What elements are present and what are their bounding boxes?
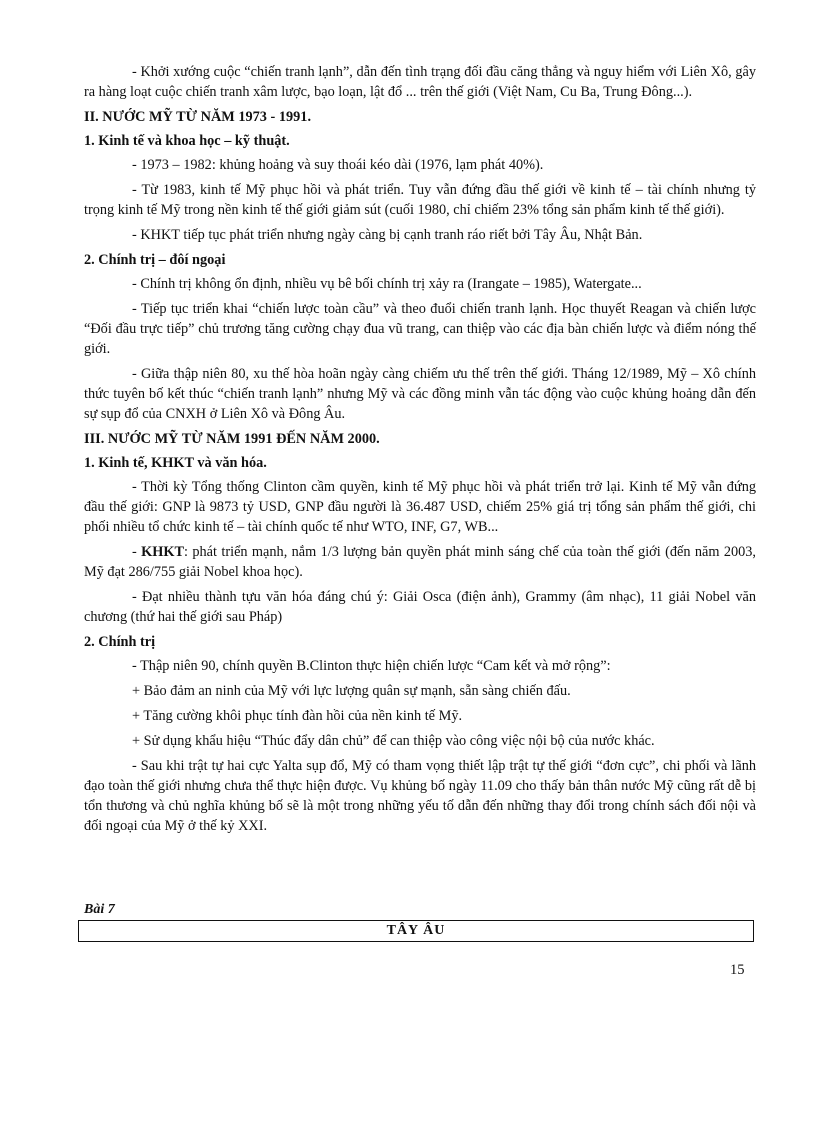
paragraph-clinton-strategy: - Thập niên 90, chính quyền B.Clinton thực hiện chiến lược “Cam kết và mở rộng”: [132,658,611,674]
paragraph-khkt-competition: - KHKT tiếp tục phát triển nhưng ngày càng bị cạnh tranh ráo riết bởi Tây Âu, Nhật Bản. [132,227,643,243]
paragraph-democracy-slogan: + Sử dụng khẩu hiệu “Thúc đẩy dân chủ” để can thiệp vào công việc nội bộ của nước khác. [132,733,655,749]
paragraph-security: + Bảo đảm an ninh của Mỹ với lực lượng quân sự mạnh, sẵn sàng chiến đấu. [132,683,571,699]
paragraph-global-strategy: - Tiếp tục triển khai “chiến lược toàn cầu” và theo đuổi chiến tranh lạnh. Học thuyết Reagan và chiến lược “Đối đầu trực tiếp” chủ trương tăng cường chạy đua vũ trang, can thiệp vào các địa bàn chiến lược và điểm nóng thế giới. [84,301,756,357]
document-body [84,62,756,841]
heading-economy-culture: 1. Kinh tế, KHKT và văn hóa. [84,455,267,471]
paragraph-prefix: - [132,544,142,560]
paragraph-scandals: - Chính trị không ổn định, nhiều vụ bê bối chính trị xảy ra (Irangate – 1985), Watergate... [132,276,642,292]
paragraph-cold-war: - Khởi xướng cuộc “chiến tranh lạnh”, dẫn đến tình trạng đối đầu căng thẳng và nguy hiểm với Liên Xô, gây ra hàng loạt cuộc chiến tranh xâm lược, bạo loạn, lật đổ ... trên thế giới (Việt Nam, Cu Ba, Trung Đông...). [84,64,756,100]
paragraph-recovery-1983: - Từ 1983, kinh tế Mỹ phục hồi và phát triển. Tuy vẫn đứng đầu thế giới về kinh tế – tài chính nhưng tỷ trọng kinh tế Mỹ trong nền kinh tế thế giới giảm sút (cuối 1980, chỉ chiếm 23% tổng sản phẩm kinh tế thế giới). [84,182,756,218]
heading-politics: 2. Chính trị [84,634,156,650]
paragraph-culture: - Đạt nhiều thành tựu văn hóa đáng chú ý: Giải Osca (điện ảnh), Grammy (âm nhạc), 11 giải Nobel văn chương (thứ hai thế giới sau Pháp) [84,589,756,625]
lesson-title-box [78,920,754,942]
paragraph-khkt-development [84,542,756,582]
keyword-khkt: KHKT [141,544,185,560]
paragraph-khkt-text: : phát triển mạnh, nắm 1/3 lượng bản quyền phát minh sáng chế của toàn thế giới (đến năm 2003, Mỹ đạt 286/755 giải Nobel khoa học). [84,544,757,580]
heading-section-3: III. NƯỚC MỸ TỪ NĂM 1991 ĐẾN NĂM 2000. [84,431,380,447]
paragraph-clinton-economy: - Thời kỳ Tổng thống Clinton cầm quyền, kinh tế Mỹ phục hồi và phát triển trở lại. Kinh tế Mỹ vẫn đứng đầu thế giới: GNP là 9873 tỷ USD, GNP đầu người là 36.487 USD, chiếm 25% giá trị tổng sản phẩm thế giới, chi phối nhiều tổ chức kinh tế – tài chính quốc tế như WTO, INF, G7, WB... [84,479,756,535]
lesson-label: Bài 7 [84,902,115,917]
heading-politics-foreign: 2. Chính trị – đôí ngoại [84,252,226,268]
page-number: 15 [730,962,745,978]
lesson-title: TÂY ÂU [386,923,446,938]
heading-section-2: II. NƯỚC MỸ TỪ NĂM 1973 - 1991. [84,109,312,125]
paragraph-economy-resilience: + Tăng cường khôi phục tính đàn hồi của nền kinh tế Mỹ. [132,708,463,724]
paragraph-end-cold-war: - Giữa thập niên 80, xu thế hòa hoãn ngày càng chiếm ưu thế trên thế giới. Tháng 12/1989, Mỹ – Xô chính thức tuyên bố kết thúc “chiến tranh lạnh” nhưng Mỹ và các đồng minh vẫn tác động vào cuộc khủng hoảng dẫn đến sự sụp đổ của CNXH ở Liên Xô và Đông Âu. [84,366,756,422]
paragraph-unipolar: - Sau khi trật tự hai cực Yalta sụp đổ, Mỹ có tham vọng thiết lập trật tự thế giới “đơn cực”, chi phối và lãnh đạo toàn thế giới nhưng chưa thể thực hiện được. Vụ khủng bố ngày 11.09 cho thấy bản thân nước Mỹ cũng rất dễ bị tổn thương và chủ nghĩa khủng bố sẽ là một trong những yếu tố dẫn đến những thay đổi trong chính sách đối nội và đối ngoại của Mỹ ở thế kỷ XXI. [84,758,756,834]
paragraph-crisis-1973: - 1973 – 1982: khủng hoảng và suy thoái kéo dài (1976, lạm phát 40%). [132,157,544,173]
heading-economy-science: 1. Kinh tế và khoa học – kỹ thuật. [84,133,290,149]
